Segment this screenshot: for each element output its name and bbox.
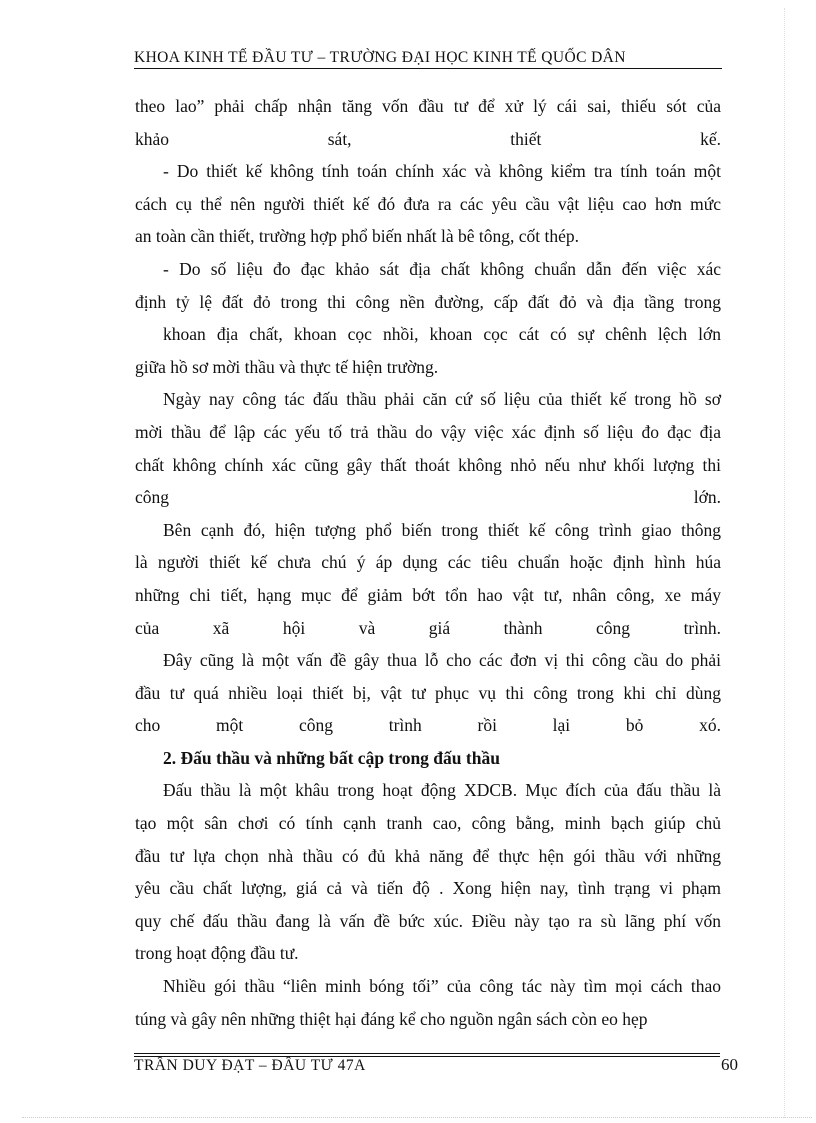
text-line: của xã hội và giá thành công trình. (135, 617, 721, 638)
text-line: đầu tư lựa chọn nhà thầu có đủ khả năng để thực hện gói thầu với những (135, 845, 721, 866)
text-line: quy chế đấu thầu đang là vấn đề bức xúc. Điều này tạo ra sù lãng phí vốn (135, 910, 721, 931)
text-line: khoan địa chất, khoan cọc nhồi, khoan cọc cát có sự chênh lệch lớn (163, 324, 721, 345)
header-divider (134, 68, 722, 69)
text-line: cách cụ thể nên người thiết kế đó đưa ra các yêu cầu vật liệu cao hơn mức (135, 193, 721, 214)
text-line: chất không chính xác cũng gây thất thoát không nhỏ nếu như khối lượng thi (135, 454, 721, 475)
text-line: trong hoạt động đầu tư. (135, 943, 299, 964)
text-line: theo lao” phải chấp nhận tăng vốn đầu tư để xử lý cái sai, thiếu sót của (135, 96, 721, 116)
body-text (135, 90, 721, 1035)
footer-divider (134, 1053, 720, 1054)
page-number: 60 (721, 1055, 738, 1074)
text-line: là người thiết kế chưa chú ý áp dụng các tiêu chuẩn hoặc định hình húa (135, 552, 721, 573)
text-line: Đấu thầu là một khâu trong hoạt động XDCB. Mục đích của đấu thầu là (163, 780, 721, 801)
page-edge-right (784, 8, 785, 1118)
text-line: Bên cạnh đó, hiện tượng phổ biến trong thiết kế công trình giao thông (163, 519, 721, 540)
text-line: - Do thiết kế không tính toán chính xác và không kiểm tra tính toán một (163, 161, 721, 182)
text-line: túng và gây nên những thiệt hại đáng kể cho nguồn ngân sách còn eo hẹp (135, 1008, 648, 1029)
section-heading: 2. Đấu thầu và những bất cập trong đấu thầu (163, 747, 500, 768)
text-line: Nhiều gói thầu “liên minh bóng tối” của công tác này tìm mọi cách thao (163, 976, 721, 997)
text-line: đầu tư quá nhiều loại thiết bị, vật tư phục vụ thi công trong khi chỉ dùng (135, 682, 721, 703)
text-line: tạo một sân chơi có tính cạnh tranh cao, công bằng, minh bạch giúp chủ (135, 813, 721, 834)
text-line: định tỷ lệ đất đỏ trong thi công nền đường, cấp đất đỏ và địa tầng trong (135, 291, 721, 312)
text-line: - Do số liệu đo đạc khảo sát địa chất không chuẩn dẫn đến việc xác (163, 258, 721, 279)
running-header: KHOA KINH TẾ ĐẦU TƯ – TRƯỜNG ĐẠI HỌC KINH TẾ QUỐC DÂN (134, 49, 626, 66)
text-line: Đây cũng là một vấn đề gây thua lỗ cho các đơn vị thi công cầu do phải (163, 650, 721, 671)
text-line: an toàn cần thiết, trường hợp phổ biến nhất là bê tông, cốt thép. (135, 226, 579, 247)
text-line: khảo sát, thiết kế. (135, 128, 721, 149)
text-line: những chi tiết, hạng mục để giảm bớt tổn hao vật tư, nhân công, xe máy (135, 584, 721, 605)
footer-author: TRẦN DUY ĐẠT – ĐẦU TƯ 47A (134, 1057, 366, 1074)
text-line: yêu cầu chất lượng, giá cả và tiến độ . Xong hiện nay, tình trạng vi phạm (135, 878, 721, 899)
text-line: cho một công trình rồi lại bỏ xó. (135, 715, 721, 736)
text-line: công lớn. (135, 487, 721, 508)
page-edge-bottom (22, 1117, 812, 1118)
text-line: mời thầu để lập các yếu tố trả thầu do vậy việc xác định số liệu đo đạc địa (135, 421, 721, 442)
text-line: giữa hồ sơ mời thầu và thực tế hiện trường. (135, 356, 439, 377)
text-line: Ngày nay công tác đấu thầu phải căn cứ số liệu của thiết kế trong hồ sơ (163, 389, 721, 410)
